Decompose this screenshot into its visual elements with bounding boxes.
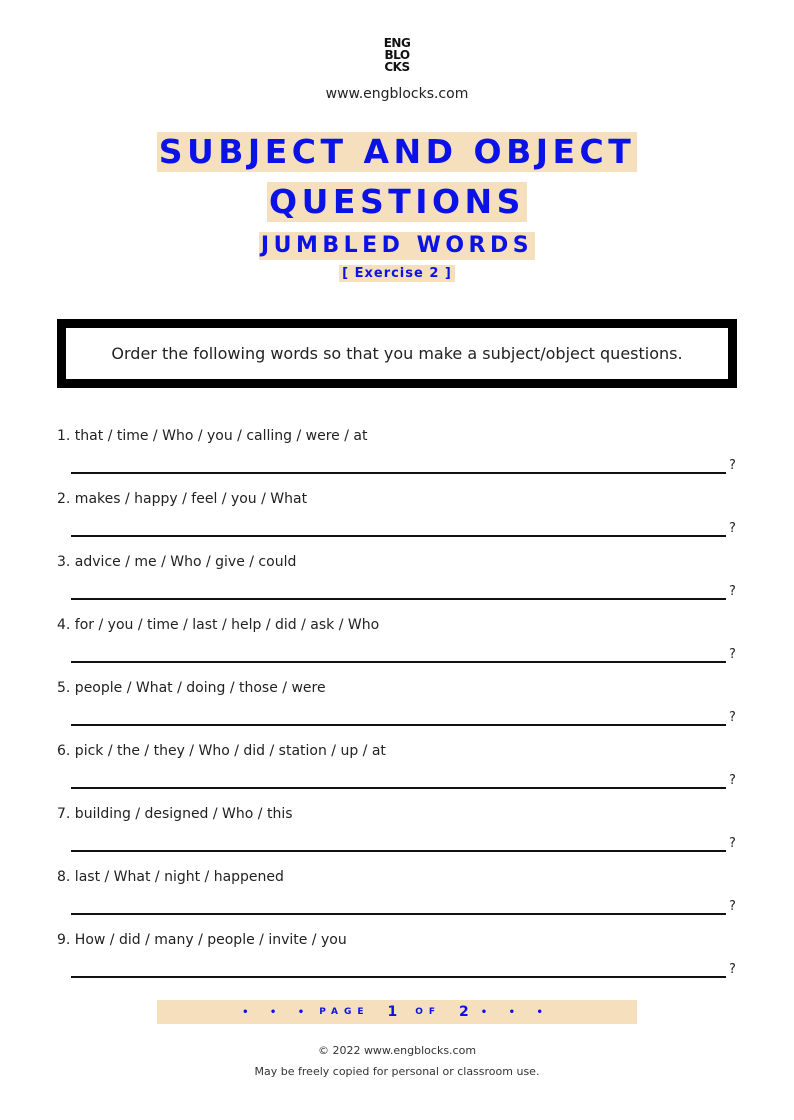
logo-line-1: ENG xyxy=(383,36,411,50)
question-text: 2. makes / happy / feel / you / What xyxy=(57,491,308,507)
logo-line-2: BLO xyxy=(384,48,410,62)
page-word: PAGE xyxy=(319,1007,370,1017)
question-item xyxy=(57,678,747,741)
question-mark: ? xyxy=(729,710,736,725)
question-text: 8. last / What / night / happened xyxy=(57,869,284,885)
answer-line[interactable] xyxy=(71,850,726,852)
question-mark: ? xyxy=(729,458,736,473)
total-pages: 2 xyxy=(459,1004,469,1020)
of-word: OF xyxy=(415,1007,442,1017)
question-mark: ? xyxy=(729,773,736,788)
question-mark: ? xyxy=(729,836,736,851)
question-item xyxy=(57,930,747,993)
question-mark: ? xyxy=(729,962,736,977)
answer-line[interactable] xyxy=(71,913,726,915)
question-item xyxy=(57,552,747,615)
instruction-box xyxy=(57,319,737,388)
answer-line[interactable] xyxy=(71,661,726,663)
answer-line[interactable] xyxy=(71,535,726,537)
question-text: 3. advice / me / Who / give / could xyxy=(57,554,297,570)
copyright-text: © 2022 www.engblocks.com xyxy=(317,1044,477,1057)
license-text: May be freely copied for personal or classroom use. xyxy=(254,1065,540,1078)
question-item xyxy=(57,867,747,930)
question-item xyxy=(57,804,747,867)
page-indicator xyxy=(157,1000,637,1024)
answer-line[interactable] xyxy=(71,472,726,474)
subtitle: JUMBLED WORDS xyxy=(260,233,534,258)
title-line-1: SUBJECT AND OBJECT xyxy=(158,132,636,171)
question-text: 5. people / What / doing / those / were xyxy=(57,680,326,696)
question-mark: ? xyxy=(729,521,736,536)
title-block xyxy=(0,132,794,282)
question-text: 7. building / designed / Who / this xyxy=(57,806,293,822)
current-page: 1 xyxy=(387,1004,398,1020)
question-item xyxy=(57,489,747,552)
question-mark: ? xyxy=(729,584,736,599)
engblocks-logo xyxy=(0,37,794,73)
question-text: 4. for / you / time / last / help / did / ask / Who xyxy=(57,617,380,633)
question-item xyxy=(57,741,747,804)
question-text: 1. that / time / Who / you / calling / were / at xyxy=(57,428,368,444)
page-dots-right: • • • xyxy=(480,1006,552,1018)
logo-line-3: CKS xyxy=(384,60,410,74)
instruction-text: Order the following words so that you make a subject/object questions. xyxy=(111,344,683,363)
exercise-label: [ Exercise 2 ] xyxy=(339,265,455,282)
question-text: 9. How / did / many / people / invite / you xyxy=(57,932,347,948)
question-text: 6. pick / the / they / Who / did / station / up / at xyxy=(57,743,386,759)
question-item xyxy=(57,426,747,489)
answer-line[interactable] xyxy=(71,976,726,978)
answer-line[interactable] xyxy=(71,787,726,789)
title-line-2: QUESTIONS xyxy=(269,182,525,221)
question-mark: ? xyxy=(729,899,736,914)
question-mark: ? xyxy=(729,647,736,662)
page-dots-left: • • • xyxy=(242,1006,314,1018)
site-url[interactable]: www.engblocks.com xyxy=(325,86,469,102)
answer-line[interactable] xyxy=(71,724,726,726)
answer-line[interactable] xyxy=(71,598,726,600)
question-list xyxy=(57,426,747,993)
question-item xyxy=(57,615,747,678)
